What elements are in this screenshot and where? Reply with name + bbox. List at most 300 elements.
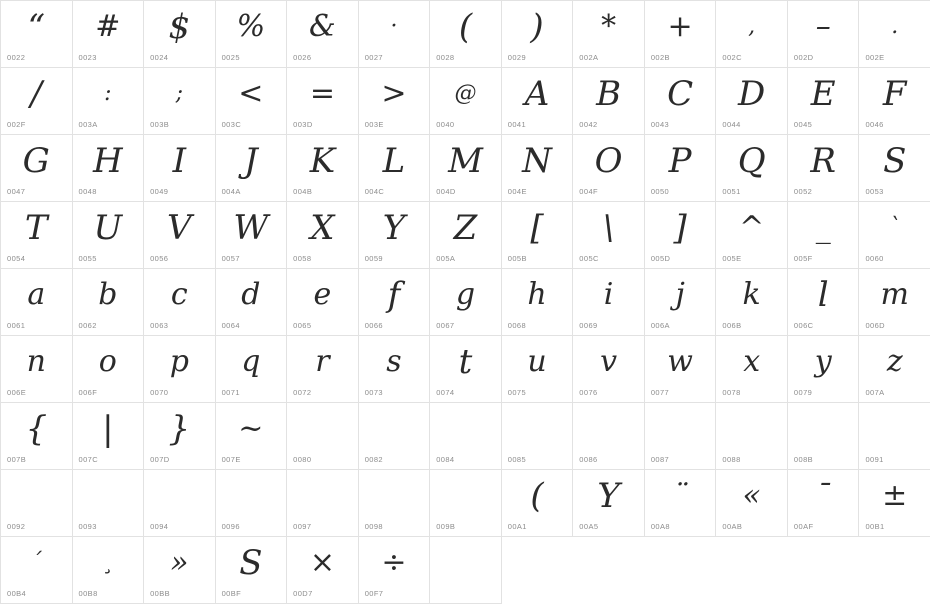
glyph-cell[interactable]: [645, 470, 717, 537]
glyph-character: Y: [382, 208, 406, 248]
glyph-character: x: [743, 344, 761, 379]
glyph-unicode-code: 00B1: [865, 522, 885, 531]
glyph-cell[interactable]: [502, 470, 574, 537]
glyph-cell[interactable]: [716, 336, 788, 403]
glyph-unicode-code: 0058: [293, 254, 312, 263]
glyph-character: –: [815, 9, 831, 44]
glyph-cell[interactable]: [859, 135, 930, 202]
glyph-unicode-code: 004D: [436, 187, 456, 196]
glyph-cell[interactable]: [216, 269, 288, 336]
glyph-character: s: [386, 344, 402, 379]
glyph-unicode-code: 0056: [150, 254, 169, 263]
glyph-character: [287, 472, 358, 520]
glyph-unicode-code: 002C: [722, 53, 742, 62]
glyph-cell[interactable]: [573, 202, 645, 269]
glyph-character: «: [742, 478, 761, 513]
glyph-cell[interactable]: [216, 1, 288, 68]
glyph-unicode-code: 005D: [650, 254, 671, 263]
glyph-character: ;: [175, 81, 184, 106]
glyph-cell[interactable]: [216, 537, 288, 604]
glyph-character: t: [458, 342, 473, 382]
glyph-unicode-code: 0078: [722, 388, 741, 397]
glyph-character: r: [315, 344, 330, 379]
glyph-cell[interactable]: [788, 202, 860, 269]
glyph-unicode-code: 0067: [436, 321, 455, 330]
glyph-unicode-code: 002A: [579, 53, 599, 62]
glyph-unicode-code: 00D7: [293, 589, 313, 598]
glyph-cell[interactable]: [859, 470, 930, 537]
glyph-unicode-code: 0026: [293, 53, 312, 62]
glyph-cell[interactable]: [430, 135, 502, 202]
glyph-character: |: [102, 409, 114, 449]
glyph-cell[interactable]: [645, 68, 717, 135]
glyph-unicode-code: 0082: [364, 455, 383, 464]
glyph-unicode-code: 0025: [221, 53, 240, 62]
glyph-unicode-code: 00F7: [364, 589, 384, 598]
glyph-cell[interactable]: [1, 403, 73, 470]
glyph-cell[interactable]: [144, 336, 216, 403]
glyph-character: a: [27, 277, 46, 312]
glyph-cell[interactable]: [1, 135, 73, 202]
glyph-cell[interactable]: [144, 537, 216, 604]
glyph-cell[interactable]: [430, 403, 502, 470]
glyph-unicode-code: 00A5: [579, 522, 599, 531]
glyph-unicode-code: 0071: [221, 388, 240, 397]
glyph-unicode-code: 0027: [364, 53, 383, 62]
glyph-cell[interactable]: [144, 68, 216, 135]
glyph-unicode-code: 008B: [793, 455, 814, 464]
glyph-cell[interactable]: [716, 269, 788, 336]
glyph-character: ÷: [381, 545, 407, 580]
glyph-cell[interactable]: [287, 336, 359, 403]
glyph-cell[interactable]: [573, 1, 645, 68]
glyph-unicode-code: 0084: [436, 455, 455, 464]
glyph-cell[interactable]: [73, 202, 145, 269]
glyph-unicode-code: 0061: [7, 321, 26, 330]
glyph-cell[interactable]: [645, 1, 717, 68]
glyph-character: K: [309, 141, 336, 181]
glyph-character: q: [241, 344, 261, 379]
glyph-character: V: [167, 208, 192, 248]
glyph-cell[interactable]: [73, 403, 145, 470]
glyph-cell[interactable]: [859, 403, 930, 470]
glyph-character: #: [95, 9, 121, 44]
glyph-character: [359, 472, 430, 520]
glyph-character: T: [24, 208, 48, 248]
glyph-character: (: [530, 476, 544, 516]
glyph-cell[interactable]: [359, 537, 431, 604]
glyph-unicode-code: 0055: [78, 254, 97, 263]
glyph-character: ·: [390, 14, 398, 39]
glyph-cell[interactable]: [287, 68, 359, 135]
glyph-unicode-code: 0070: [150, 388, 169, 397]
glyph-cell[interactable]: [216, 135, 288, 202]
glyph-cell[interactable]: [788, 68, 860, 135]
glyph-character: A: [524, 74, 550, 114]
glyph-cell[interactable]: [502, 135, 574, 202]
glyph-character: E: [810, 74, 836, 114]
glyph-cell[interactable]: [359, 403, 431, 470]
glyph-cell[interactable]: [1, 1, 73, 68]
glyph-unicode-code: 0047: [7, 187, 26, 196]
glyph-cell[interactable]: [716, 202, 788, 269]
glyph-unicode-code: 0072: [293, 388, 312, 397]
glyph-character: c: [170, 277, 188, 312]
glyph-unicode-code: 0080: [293, 455, 312, 464]
glyph-cell[interactable]: [216, 336, 288, 403]
glyph-character: [359, 405, 430, 453]
glyph-character: >: [381, 76, 407, 111]
glyph-cell[interactable]: [144, 403, 216, 470]
glyph-character: ¸: [102, 550, 114, 575]
glyph-unicode-code: 0048: [78, 187, 97, 196]
glyph-unicode-code: 007B: [7, 455, 27, 464]
glyph-cell[interactable]: [144, 202, 216, 269]
glyph-cell[interactable]: [502, 269, 574, 336]
glyph-cell[interactable]: [1, 537, 73, 604]
glyph-cell[interactable]: [502, 403, 574, 470]
glyph-unicode-code: 004A: [221, 187, 241, 196]
glyph-character: l: [817, 275, 829, 315]
glyph-cell[interactable]: [359, 269, 431, 336]
glyph-cell[interactable]: [216, 202, 288, 269]
glyph-unicode-code: 00AF: [793, 522, 814, 531]
glyph-cell[interactable]: [716, 470, 788, 537]
glyph-cell[interactable]: [645, 403, 717, 470]
glyph-unicode-code: 006F: [78, 388, 98, 397]
glyph-cell[interactable]: [216, 470, 288, 537]
glyph-unicode-code: 0063: [150, 321, 169, 330]
glyph-unicode-code: 002E: [865, 53, 885, 62]
glyph-unicode-code: 0028: [436, 53, 455, 62]
glyph-unicode-code: 00B8: [78, 589, 98, 598]
glyph-cell[interactable]: [144, 269, 216, 336]
glyph-character: p: [169, 344, 189, 379]
glyph-character: [859, 405, 930, 453]
glyph-unicode-code: 007C: [78, 455, 99, 464]
glyph-cell[interactable]: [788, 403, 860, 470]
glyph-unicode-code: 0088: [722, 455, 741, 464]
glyph-character: {: [25, 409, 48, 449]
glyph-unicode-code: 0076: [579, 388, 598, 397]
glyph-cell[interactable]: [716, 1, 788, 68]
glyph-cell[interactable]: [573, 135, 645, 202]
glyph-cell[interactable]: [716, 68, 788, 135]
glyph-cell[interactable]: [859, 68, 930, 135]
glyph-character: =: [309, 76, 335, 111]
glyph-unicode-code: 003C: [221, 120, 242, 129]
glyph-unicode-code: 007E: [221, 455, 241, 464]
glyph-character: [430, 405, 501, 453]
glyph-cell[interactable]: [287, 537, 359, 604]
glyph-unicode-code: 0074: [436, 388, 455, 397]
glyph-cell[interactable]: [573, 336, 645, 403]
glyph-character: W: [233, 208, 269, 248]
glyph-cell[interactable]: [645, 336, 717, 403]
glyph-unicode-code: 0066: [364, 321, 383, 330]
glyph-grid: [1, 1, 930, 604]
glyph-cell[interactable]: [502, 202, 574, 269]
glyph-character: C: [667, 74, 694, 114]
glyph-character: ~: [238, 411, 264, 446]
glyph-unicode-code: 00A1: [507, 522, 527, 531]
glyph-character: +: [667, 9, 693, 44]
glyph-cell[interactable]: [287, 1, 359, 68]
glyph-cell[interactable]: [430, 68, 502, 135]
glyph-character: h: [527, 277, 547, 312]
glyph-cell[interactable]: [359, 336, 431, 403]
glyph-character: [430, 472, 501, 520]
glyph-character: “: [27, 7, 45, 47]
glyph-cell[interactable]: [287, 202, 359, 269]
glyph-character: e: [313, 277, 332, 312]
glyph-unicode-code: 0040: [436, 120, 455, 129]
glyph-unicode-code: 0094: [150, 522, 169, 531]
glyph-unicode-code: 00A8: [650, 522, 670, 531]
glyph-cell-empty[interactable]: [430, 537, 502, 604]
glyph-unicode-code: 0049: [150, 187, 169, 196]
glyph-cell[interactable]: [216, 68, 288, 135]
glyph-unicode-code: 004E: [507, 187, 527, 196]
glyph-character: z: [886, 344, 903, 379]
glyph-cell[interactable]: [645, 269, 717, 336]
glyph-character: k: [742, 277, 761, 312]
glyph-cell[interactable]: [573, 269, 645, 336]
glyph-character: [502, 405, 573, 453]
glyph-character: _: [815, 210, 831, 245]
glyph-cell[interactable]: [502, 336, 574, 403]
glyph-character: \: [602, 208, 615, 248]
glyph-cell[interactable]: [859, 336, 930, 403]
glyph-cell[interactable]: [1, 202, 73, 269]
glyph-unicode-code: 00BF: [221, 589, 242, 598]
glyph-cell[interactable]: [216, 403, 288, 470]
glyph-unicode-code: 006D: [865, 321, 885, 330]
glyph-unicode-code: 0023: [78, 53, 97, 62]
glyph-cell[interactable]: [359, 68, 431, 135]
glyph-unicode-code: 005A: [436, 254, 456, 263]
glyph-cell[interactable]: [144, 135, 216, 202]
glyph-character: ±: [882, 478, 908, 513]
glyph-cell[interactable]: [73, 269, 145, 336]
glyph-cell[interactable]: [859, 1, 930, 68]
glyph-unicode-code: 0050: [650, 187, 670, 196]
glyph-unicode-code: 0043: [650, 120, 670, 129]
glyph-cell[interactable]: [430, 336, 502, 403]
glyph-unicode-code: 006B: [722, 321, 742, 330]
glyph-character: /: [30, 74, 42, 114]
glyph-unicode-code: 005C: [579, 254, 599, 263]
glyph-character: d: [241, 277, 261, 312]
glyph-character: Y: [597, 476, 620, 516]
glyph-unicode-code: 002B: [650, 53, 670, 62]
glyph-cell[interactable]: [859, 202, 930, 269]
glyph-unicode-code: 0054: [7, 254, 26, 263]
glyph-cell[interactable]: [359, 135, 431, 202]
glyph-character: @: [454, 81, 477, 106]
glyph-character: [1, 472, 72, 520]
glyph-cell[interactable]: [788, 135, 860, 202]
glyph-unicode-code: 0068: [507, 321, 527, 330]
glyph-cell[interactable]: [645, 135, 717, 202]
glyph-cell[interactable]: [1, 470, 73, 537]
glyph-unicode-code: 0091: [865, 455, 884, 464]
glyph-cell[interactable]: [287, 403, 359, 470]
glyph-cell[interactable]: [430, 269, 502, 336]
glyph-cell[interactable]: [430, 1, 502, 68]
glyph-cell[interactable]: [73, 537, 145, 604]
glyph-unicode-code: 0059: [364, 254, 383, 263]
glyph-cell[interactable]: [502, 1, 574, 68]
glyph-unicode-code: 0053: [865, 187, 884, 196]
glyph-unicode-code: 0085: [507, 455, 527, 464]
glyph-unicode-code: 002F: [7, 120, 26, 129]
glyph-unicode-code: 0064: [221, 321, 240, 330]
glyph-character: ^: [739, 210, 765, 245]
glyph-character: [287, 405, 358, 453]
glyph-unicode-code: 0024: [150, 53, 169, 62]
glyph-unicode-code: 0065: [293, 321, 312, 330]
glyph-unicode-code: 0046: [865, 120, 884, 129]
glyph-unicode-code: 0086: [579, 455, 598, 464]
glyph-cell[interactable]: [1, 269, 73, 336]
glyph-character: %: [236, 9, 266, 44]
glyph-unicode-code: 006C: [793, 321, 814, 330]
glyph-cell[interactable]: [573, 68, 645, 135]
glyph-unicode-code: 0057: [221, 254, 240, 263]
glyph-cell[interactable]: [287, 269, 359, 336]
glyph-character: b: [98, 277, 118, 312]
glyph-cell[interactable]: [73, 336, 145, 403]
glyph-cell[interactable]: [144, 470, 216, 537]
glyph-character: ¨: [672, 478, 688, 513]
glyph-unicode-code: 0093: [78, 522, 97, 531]
glyph-cell[interactable]: [1, 336, 73, 403]
glyph-cell[interactable]: [502, 68, 574, 135]
glyph-unicode-code: 0087: [650, 455, 670, 464]
glyph-unicode-code: 004F: [579, 187, 598, 196]
glyph-character: R: [810, 141, 836, 181]
glyph-character: n: [26, 344, 46, 379]
glyph-cell[interactable]: [788, 470, 860, 537]
glyph-cell[interactable]: [716, 135, 788, 202]
glyph-character: $: [168, 7, 191, 47]
glyph-character: D: [738, 74, 766, 114]
glyph-character: ,: [748, 14, 756, 39]
glyph-character: [216, 472, 287, 520]
glyph-unicode-code: 0022: [7, 53, 26, 62]
glyph-cell[interactable]: [73, 470, 145, 537]
glyph-unicode-code: 0077: [650, 388, 670, 397]
glyph-character: U: [93, 208, 123, 248]
glyph-cell[interactable]: [430, 470, 502, 537]
glyph-cell[interactable]: [144, 1, 216, 68]
glyph-unicode-code: 0096: [221, 522, 240, 531]
glyph-cell[interactable]: [788, 269, 860, 336]
glyph-character: [430, 539, 501, 587]
glyph-unicode-code: 0069: [579, 321, 598, 330]
glyph-cell[interactable]: [430, 202, 502, 269]
glyph-character: ×: [309, 545, 335, 580]
glyph-unicode-code: 009B: [436, 522, 456, 531]
glyph-character: Z: [453, 208, 478, 248]
glyph-unicode-code: 005E: [722, 254, 742, 263]
glyph-character: F: [882, 74, 907, 114]
glyph-character: ): [530, 7, 544, 47]
glyph-cell[interactable]: [1, 68, 73, 135]
glyph-unicode-code: 0041: [507, 120, 527, 129]
glyph-cell[interactable]: [73, 135, 145, 202]
glyph-unicode-code: 0051: [722, 187, 741, 196]
glyph-character: L: [382, 141, 406, 181]
glyph-cell[interactable]: [573, 470, 645, 537]
glyph-cell[interactable]: [73, 1, 145, 68]
glyph-character: M: [448, 141, 483, 181]
glyph-cell[interactable]: [573, 403, 645, 470]
glyph-cell[interactable]: [859, 269, 930, 336]
glyph-character: j: [675, 277, 685, 312]
glyph-unicode-code: 0079: [793, 388, 813, 397]
glyph-character: Q: [737, 141, 766, 181]
glyph-character: »: [170, 545, 189, 580]
glyph-character: (: [458, 7, 473, 47]
glyph-unicode-code: 0029: [507, 53, 527, 62]
glyph-unicode-code: 003A: [78, 120, 98, 129]
glyph-unicode-code: 004C: [364, 187, 385, 196]
glyph-cell[interactable]: [359, 470, 431, 537]
glyph-character: [788, 405, 859, 453]
glyph-character: S: [239, 543, 263, 583]
glyph-unicode-code: 003B: [150, 120, 170, 129]
glyph-cell[interactable]: [359, 1, 431, 68]
glyph-unicode-code: 00AB: [722, 522, 743, 531]
glyph-cell[interactable]: [359, 202, 431, 269]
glyph-character: m: [880, 277, 909, 312]
glyph-character: <: [238, 76, 264, 111]
glyph-character: .: [891, 14, 899, 39]
glyph-cell[interactable]: [788, 1, 860, 68]
glyph-character: [573, 405, 644, 453]
glyph-character: o: [98, 344, 117, 379]
glyph-cell[interactable]: [788, 336, 860, 403]
glyph-character: G: [22, 141, 50, 181]
glyph-unicode-code: 004B: [293, 187, 313, 196]
glyph-character: }: [168, 409, 191, 449]
glyph-unicode-code: 002D: [793, 53, 814, 62]
glyph-cell[interactable]: [716, 403, 788, 470]
glyph-character: u: [527, 344, 547, 379]
glyph-character: B: [596, 74, 622, 114]
glyph-character: y: [814, 344, 832, 379]
glyph-character: [716, 405, 787, 453]
glyph-cell[interactable]: [645, 202, 717, 269]
glyph-character: `: [889, 215, 901, 240]
glyph-unicode-code: 0045: [793, 120, 813, 129]
glyph-character: H: [92, 141, 123, 181]
glyph-cell[interactable]: [287, 135, 359, 202]
glyph-character: f: [387, 275, 401, 315]
glyph-cell[interactable]: [287, 470, 359, 537]
glyph-unicode-code: 0073: [364, 388, 383, 397]
glyph-character: i: [603, 277, 614, 312]
glyph-unicode-code: 003D: [293, 120, 313, 129]
glyph-unicode-code: 003E: [364, 120, 384, 129]
glyph-cell[interactable]: [73, 68, 145, 135]
glyph-character: &: [309, 9, 336, 44]
glyph-character: [645, 405, 716, 453]
glyph-unicode-code: 0098: [364, 522, 383, 531]
glyph-character: ¯: [815, 478, 831, 513]
